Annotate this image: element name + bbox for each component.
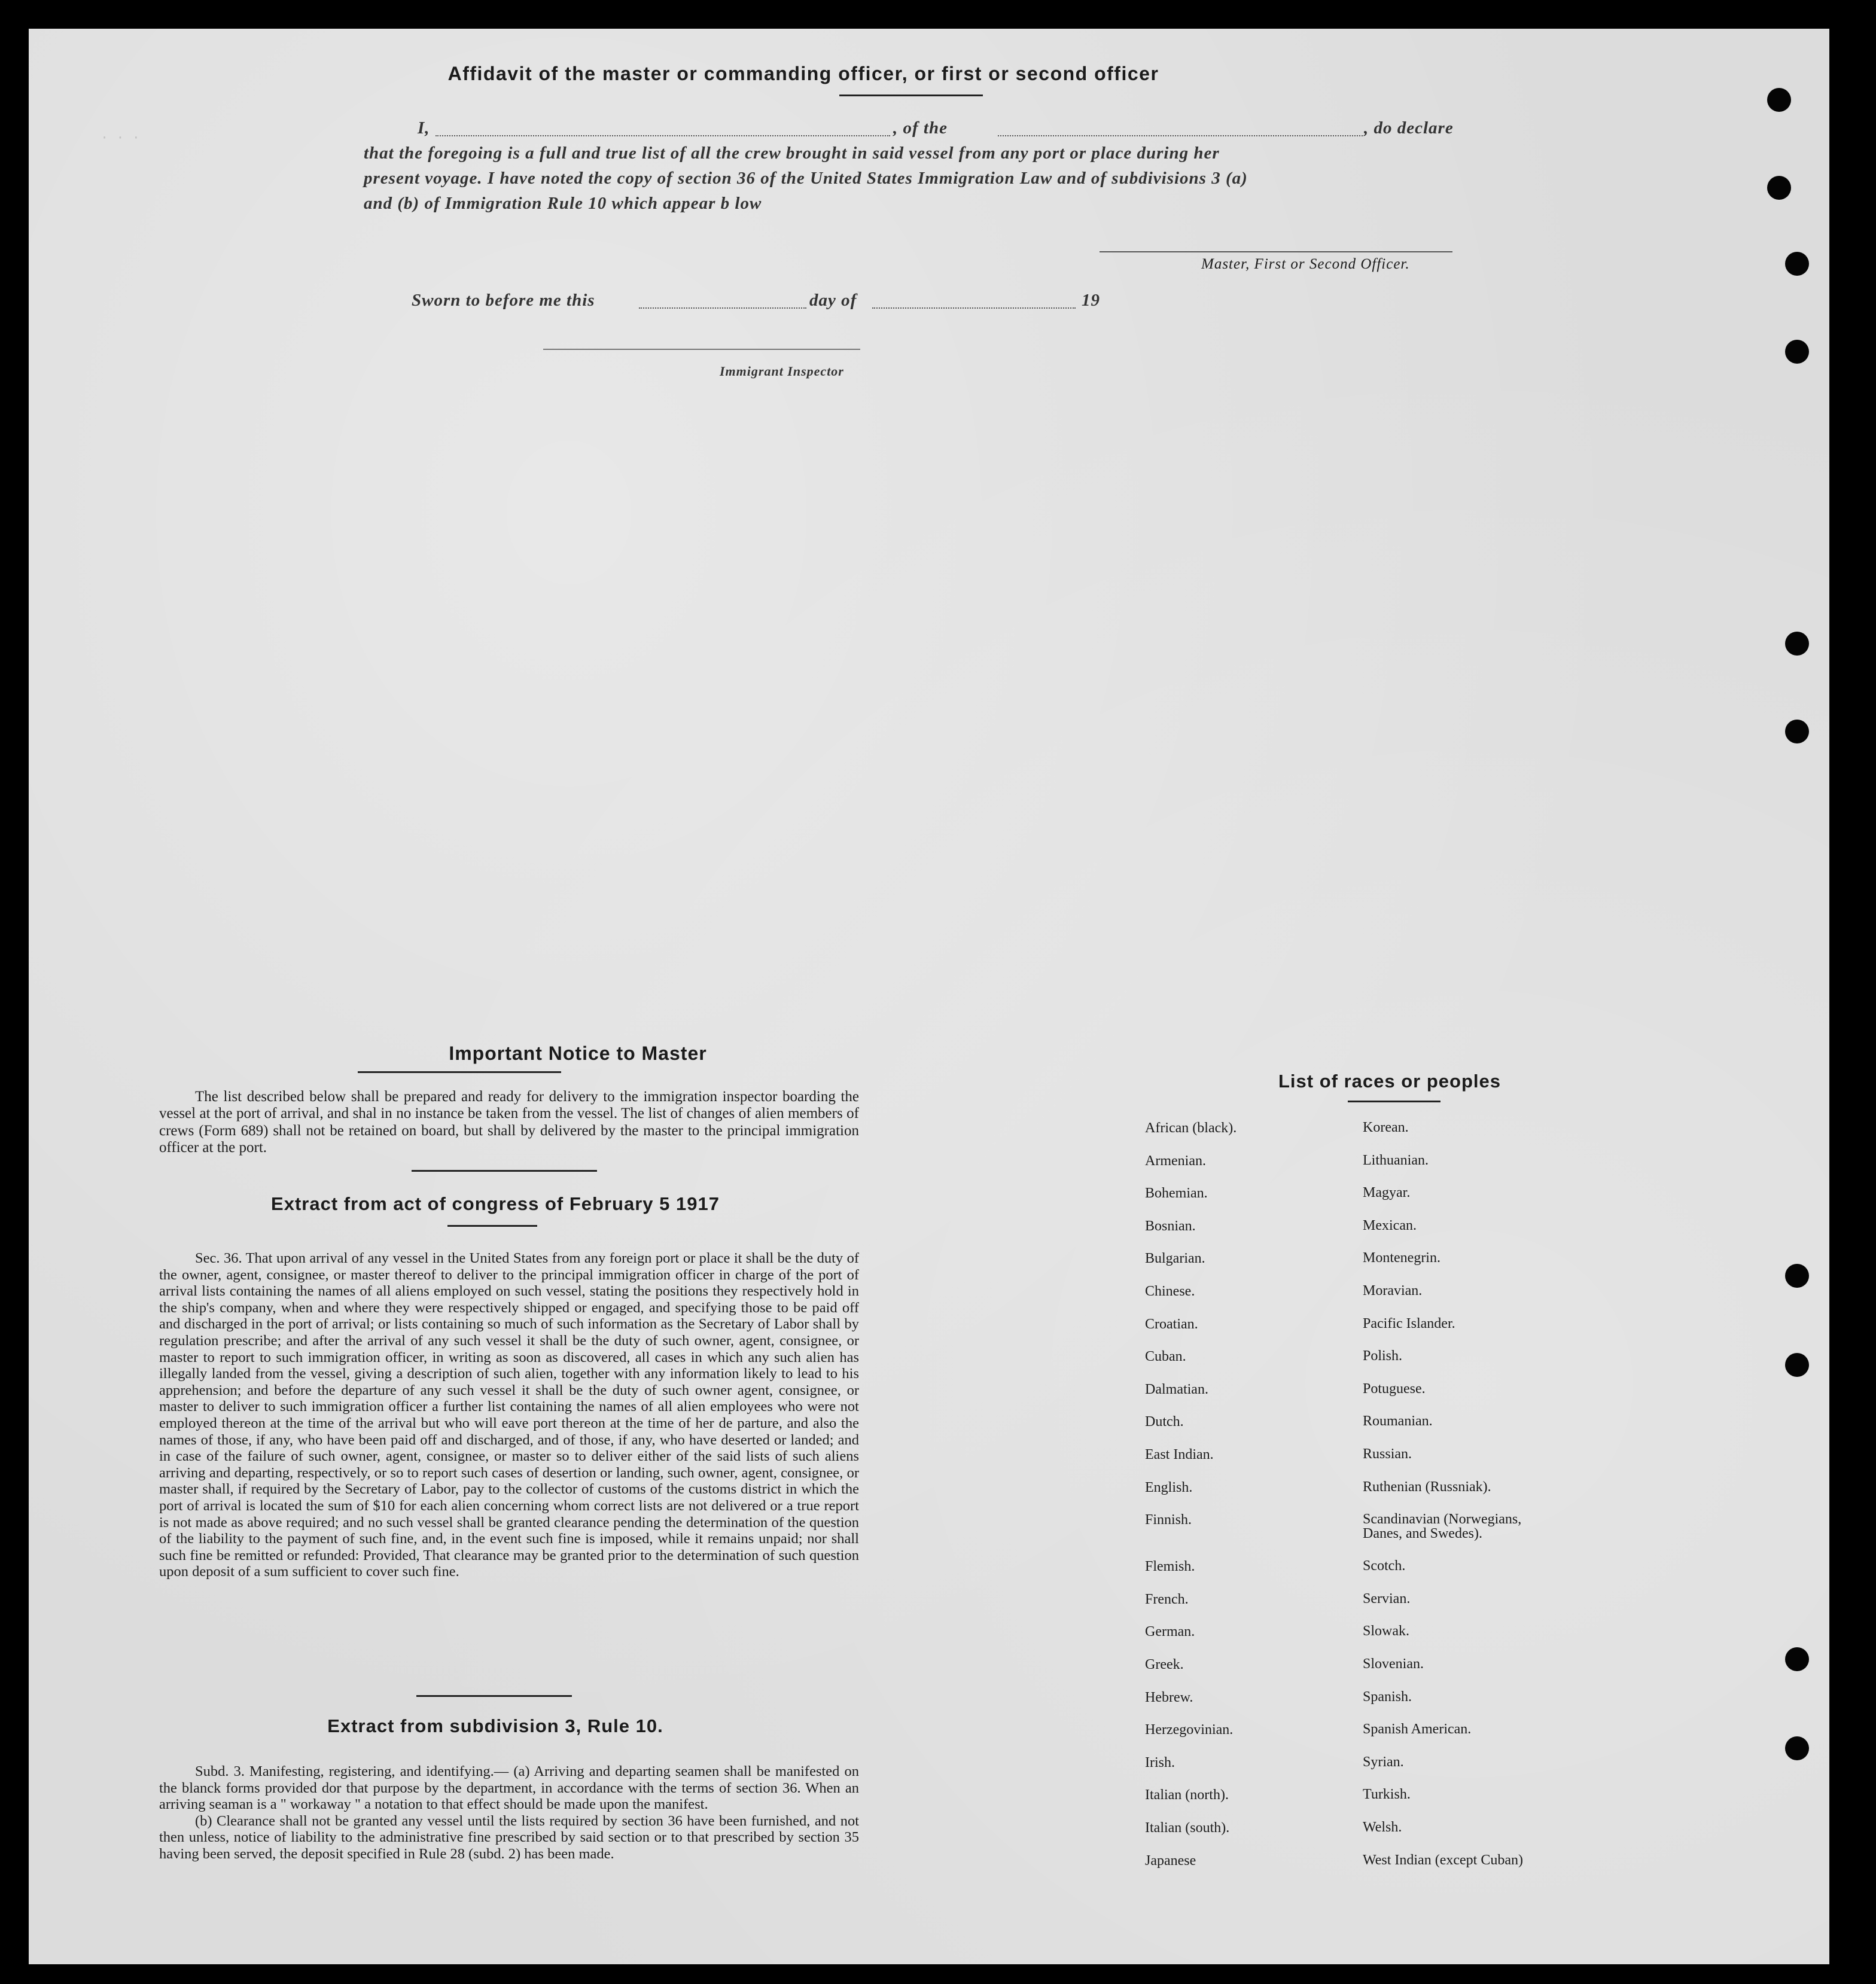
race-item: African (black). [1145, 1120, 1237, 1136]
sworn-day-field[interactable] [639, 307, 806, 309]
race-item: Italian (south). [1145, 1820, 1230, 1836]
race-item: French. [1145, 1591, 1189, 1607]
affidavit-title-rule [839, 95, 983, 96]
sworn-month-field[interactable] [872, 307, 1076, 309]
race-item: Armenian. [1145, 1153, 1206, 1169]
race-item: Herzegovinian. [1145, 1722, 1234, 1738]
affidavit-i-label: I, [418, 118, 430, 138]
race-item: Scandinavian (Norwegians, Danes, and Swedes). [1363, 1511, 1522, 1542]
race-item: Scotch. [1363, 1558, 1406, 1574]
race-item: West Indian (except Cuban) [1363, 1852, 1523, 1868]
race-item: Korean. [1363, 1120, 1409, 1135]
extract2-top-rule [416, 1695, 572, 1697]
affidavit-line-4: and (b) of Immigration Rule 10 which appear b low [364, 194, 762, 213]
race-item: Pacific Islander. [1363, 1315, 1455, 1331]
race-item: Greek. [1145, 1657, 1184, 1672]
race-item: Russian. [1363, 1446, 1412, 1462]
bleed-through-ghost-text: · · · [100, 130, 141, 145]
race-item: Montenegrin. [1363, 1250, 1440, 1266]
race-item: Potuguese. [1363, 1380, 1426, 1397]
race-item: Croatian. [1145, 1316, 1198, 1332]
section-36-paragraph: Sec. 36. That upon arrival of any vessel in the United States from any foreign port or place it shall be the duty of the owner, agent, consignee, or master thereof to deliver to the principal immigration officer in charge of the port of arrival lists containing the names of all aliens employed on such vessel, stating the positions they respectively hold in the ship's company, when and where they were respectively shipped or engaged, and specifying those to be paid off and discharged in the port of arrival; or lists containing so much of such information as the Secretary of Labor shall by regulation prescribe; and after the arrival of any such vessel it shall be the duty of such owner, agent, consignee, or master to report to such immigration officer, in writing as soon as discovered, all cases in which any such alien has illegally landed from the vessel, giving a description of such alien, together with any information likely to lead to his apprehension; and before the departure of any such vessel it shall be the duty of such owner agent, consignee, or master to deliver to such immigration officer a further list containing the names of all alien employees who were not employed thereon at the time of the arrival but who will eave port thereon at the time of her de parture, and also the names of those, if any, who have been paid off and discharged, and of those, if any, who have deserted or landed; and in case of the failure of such owner, agent, consignee, or master so to deliver either of the said lists of such aliens arriving and departing, respectively, or so to report such cases of desertion or landing, such owner, agent, consignee, or master shall, if required by the Secretary of Labor, pay to the collector of customs of the customs district in which the port of arrival is located the sum of $10 for each alien concerning whom correct lists are not delivered or a true report is not made as above required; and no such vessel shall be granted clearance pending the determination of the question of the liability to the payment of such fine, and, in the event such fine is imposed, while it remains unpaid; nor shall such fine be remitted or refunded: Provided, That clearance may be granted prior to the determination of such question upon deposit of a sum sufficient to cover such fine. [159, 1250, 859, 1580]
races-title-rule [1348, 1101, 1440, 1102]
subdivision-3b-paragraph: (b) Clearance shall not be granted any vessel until the lists required by section 36 have been furnished, and not then unless, notice of liability to the administrative fine prescribed by said section or to that prescribed by section 35 having been served, the deposit specified in Rule 28 (subd. 2) has been made. [159, 1812, 859, 1862]
race-item: Spanish American. [1363, 1721, 1472, 1738]
race-item: Slowak. [1363, 1623, 1409, 1639]
notice-text [159, 1089, 859, 1157]
extract1-text [159, 1250, 859, 1580]
inspector-label: Immigrant Inspector [720, 364, 844, 379]
race-item: Magyar. [1363, 1185, 1411, 1201]
race-item: Slovenian. [1363, 1656, 1424, 1672]
binder-hole [1785, 1264, 1809, 1288]
race-item: Chinese. [1145, 1284, 1195, 1299]
race-item: East Indian. [1145, 1447, 1214, 1462]
race-item: Servian. [1363, 1590, 1411, 1607]
binder-hole [1785, 1353, 1809, 1377]
binder-hole [1767, 88, 1791, 112]
binder-hole [1785, 1647, 1809, 1671]
binder-hole [1785, 1736, 1809, 1760]
affidavit-line-3: present voyage. I have noted the copy of section 36 of the United States Immigration Law and of subdivisions 3 (a) [364, 169, 1248, 188]
signature-label: Master, First or Second Officer. [1201, 256, 1410, 272]
extract2-title: Extract from subdivision 3, Rule 10. [327, 1715, 663, 1736]
race-item: Dutch. [1145, 1414, 1184, 1430]
race-item: German. [1145, 1624, 1195, 1640]
notice-title: Important Notice to Master [449, 1043, 707, 1064]
binder-hole [1785, 632, 1809, 656]
race-item: Mexican. [1363, 1217, 1417, 1233]
race-item: Turkish. [1363, 1787, 1411, 1803]
race-item: Moravian. [1363, 1283, 1423, 1299]
race-item: Welsh. [1363, 1820, 1402, 1835]
binder-hole [1767, 176, 1791, 200]
vessel-name-field[interactable] [998, 135, 1363, 136]
race-item: Ruthenian (Russniak). [1363, 1479, 1491, 1495]
races-title: List of races or peoples [1278, 1071, 1501, 1092]
affidavit-line-2: that the foregoing is a full and true list of all the crew brought in said vessel from any port or place during her [364, 144, 1220, 163]
race-item: Flemish. [1145, 1559, 1195, 1575]
race-item: Dalmatian. [1145, 1381, 1208, 1397]
extract1-top-rule [412, 1170, 597, 1172]
affidavit-title: Affidavit of the master or commanding officer, or first or second officer [447, 63, 1159, 84]
affidavit-of-the-label: , of the [893, 118, 948, 138]
affidavit-declare-label: , do declare [1364, 118, 1454, 138]
race-item: Spanish. [1363, 1689, 1412, 1705]
extract1-title-rule [447, 1225, 537, 1227]
race-item: Cuban. [1145, 1349, 1186, 1365]
race-item: English. [1145, 1479, 1193, 1495]
notice-paragraph: The list described below shall be prepared and ready for delivery to the immigration inspector boarding the vessel at the port of arrival, and shal in no instance be taken from the vessel. The list of changes of alien members of crews (Form 689) shall not be retained on board, but shall by delivered by the master to the principal immigration officer at the port. [159, 1089, 859, 1156]
race-item: Irish. [1145, 1754, 1175, 1770]
race-item: Italian (north). [1145, 1787, 1229, 1803]
notice-title-rule [358, 1071, 561, 1073]
race-item: Polish. [1363, 1348, 1403, 1364]
extract2-text [159, 1763, 859, 1863]
race-item: Lithuanian. [1363, 1152, 1429, 1168]
signature-line[interactable] [1100, 251, 1452, 252]
day-of-label: day of [809, 291, 857, 310]
race-item: Roumanian. [1363, 1413, 1433, 1430]
race-item: Hebrew. [1145, 1689, 1193, 1705]
race-item: Bulgarian. [1145, 1251, 1205, 1267]
subdivision-3a-paragraph: Subd. 3. Manifesting, registering, and identifying.— (a) Arriving and departing seamen shall be manifested on the blanck forms provided dor that purpose by the department, in accordance with the terms of section 36. When an arriving seaman is a " workaway " a notation to that effect should be made upon the manifest. [159, 1763, 859, 1813]
year-label: 19 [1082, 291, 1100, 310]
affiant-name-field[interactable] [436, 135, 890, 136]
binder-hole [1785, 720, 1809, 743]
binder-hole [1785, 340, 1809, 364]
extract1-title: Extract from act of congress of February 5 1917 [271, 1193, 720, 1214]
inspector-signature-line[interactable] [543, 349, 860, 350]
race-item: Bohemian. [1145, 1185, 1208, 1202]
sworn-label: Sworn to before me this [412, 291, 595, 310]
race-item: Japanese [1145, 1852, 1196, 1869]
race-item: Finnish. [1145, 1512, 1192, 1528]
binder-hole [1785, 252, 1809, 276]
race-item: Syrian. [1363, 1754, 1404, 1770]
document-page [29, 29, 1829, 1964]
race-item: Bosnian. [1145, 1218, 1196, 1234]
